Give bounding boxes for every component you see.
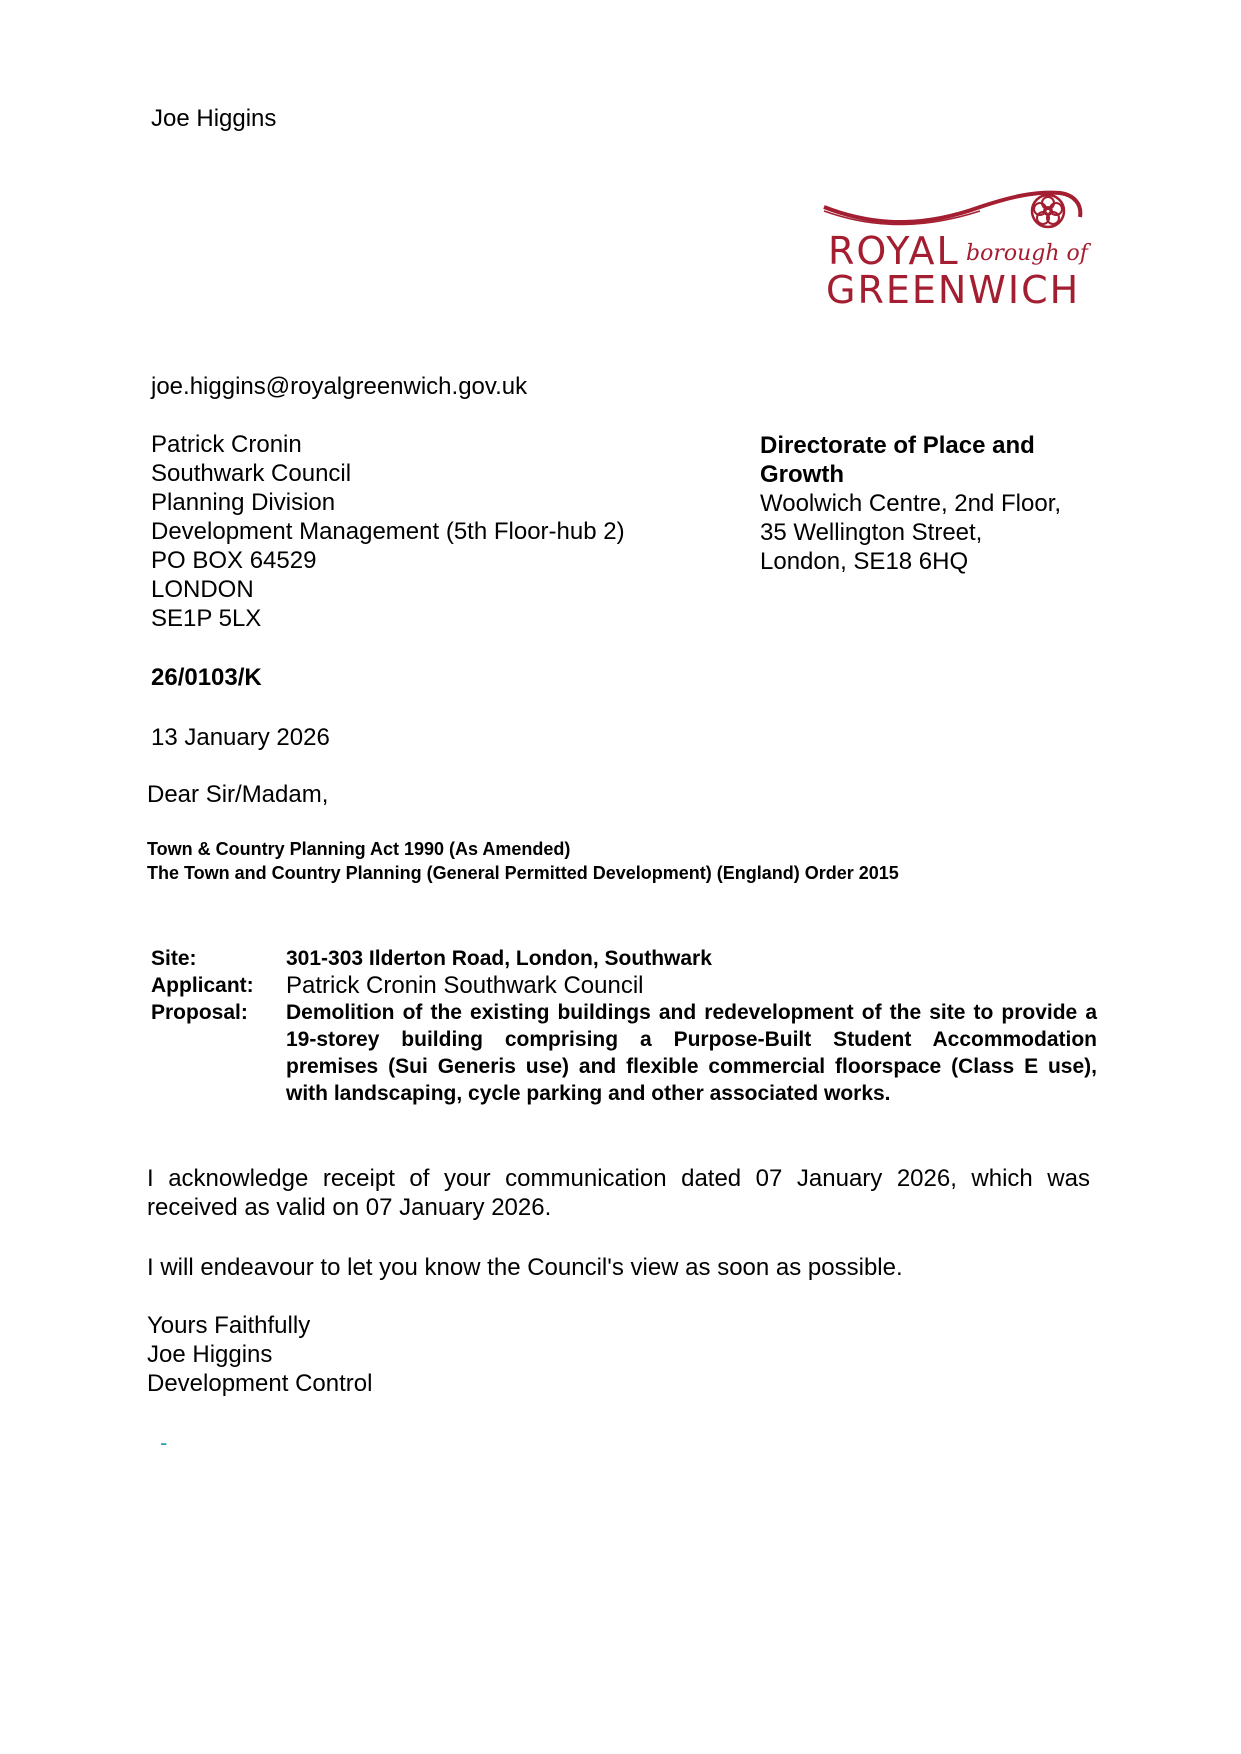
acknowledgement-paragraph: I acknowledge receipt of your communication dated 07 January 2026, which was received as valid on 07 January 2026.: [147, 1165, 1090, 1221]
sender-email: joe.higgins@royalgreenwich.gov.uk: [151, 373, 528, 400]
salutation: Dear Sir/Madam,: [147, 781, 329, 808]
recipient-line: SE1P 5LX: [151, 605, 262, 632]
applicant-row: [151, 972, 1097, 999]
signoff-line: Yours Faithfully: [147, 1312, 311, 1339]
legislation-line: Town & Country Planning Act 1990 (As Amended): [147, 839, 571, 859]
site-label: Site:: [151, 947, 197, 970]
logo-borough-text: borough of: [966, 241, 1088, 266]
signoff: [147, 1311, 372, 1398]
recipient-line: Southwark Council: [151, 460, 352, 487]
sender-name: Joe Higgins: [151, 105, 277, 132]
applicant-value: Patrick Cronin Southwark Council: [286, 972, 644, 999]
recipient-address: [151, 430, 625, 633]
logo-greenwich-text: GREENWICH: [826, 268, 1081, 312]
reference-number: 26/0103/K: [151, 664, 262, 691]
recipient-line: Development Management (5th Floor-hub 2): [151, 518, 625, 545]
legislation-heading: [147, 837, 899, 885]
signoff-line: Joe Higgins: [147, 1341, 273, 1368]
royal-greenwich-logo: [820, 185, 1098, 312]
directorate-line: London, SE18 6HQ: [760, 548, 969, 575]
proposal-row: [151, 999, 1097, 1107]
legislation-line: The Town and Country Planning (General Permitted Development) (England) Order 2015: [147, 863, 899, 883]
applicant-label: Applicant:: [151, 974, 254, 997]
recipient-line: Planning Division: [151, 489, 336, 516]
logo-royal-text: ROYAL: [828, 229, 960, 273]
footer-dash: -: [160, 1430, 168, 1455]
tudor-rose-icon: [1032, 195, 1064, 227]
directorate-title: Directorate of Place and: [760, 432, 1035, 459]
directorate-line: 35 Wellington Street,: [760, 519, 983, 546]
site-value: 301-303 Ilderton Road, London, Southwark: [286, 947, 712, 970]
directorate-address: [760, 431, 1061, 576]
application-details: [151, 945, 1097, 1107]
proposal-value: Demolition of the existing buildings and redevelopment of the site to provide a 19-storey building comprising a Purpose-Built Student Accommodation premises (Sui Generis use) and flexible commercial floorspace (Class E use), with landscaping, cycle parking and other associated works.: [286, 1001, 1097, 1105]
signoff-line: Development Control: [147, 1370, 373, 1397]
directorate-line: Woolwich Centre, 2nd Floor,: [760, 490, 1062, 517]
letter-date: 13 January 2026: [151, 724, 330, 751]
endeavour-paragraph: I will endeavour to let you know the Council's view as soon as possible.: [147, 1254, 903, 1281]
recipient-line: LONDON: [151, 576, 254, 603]
site-row: [151, 945, 1097, 972]
recipient-line: Patrick Cronin: [151, 431, 302, 458]
recipient-line: PO BOX 64529: [151, 547, 317, 574]
directorate-title: Growth: [760, 461, 844, 488]
proposal-label: Proposal:: [151, 1001, 248, 1024]
